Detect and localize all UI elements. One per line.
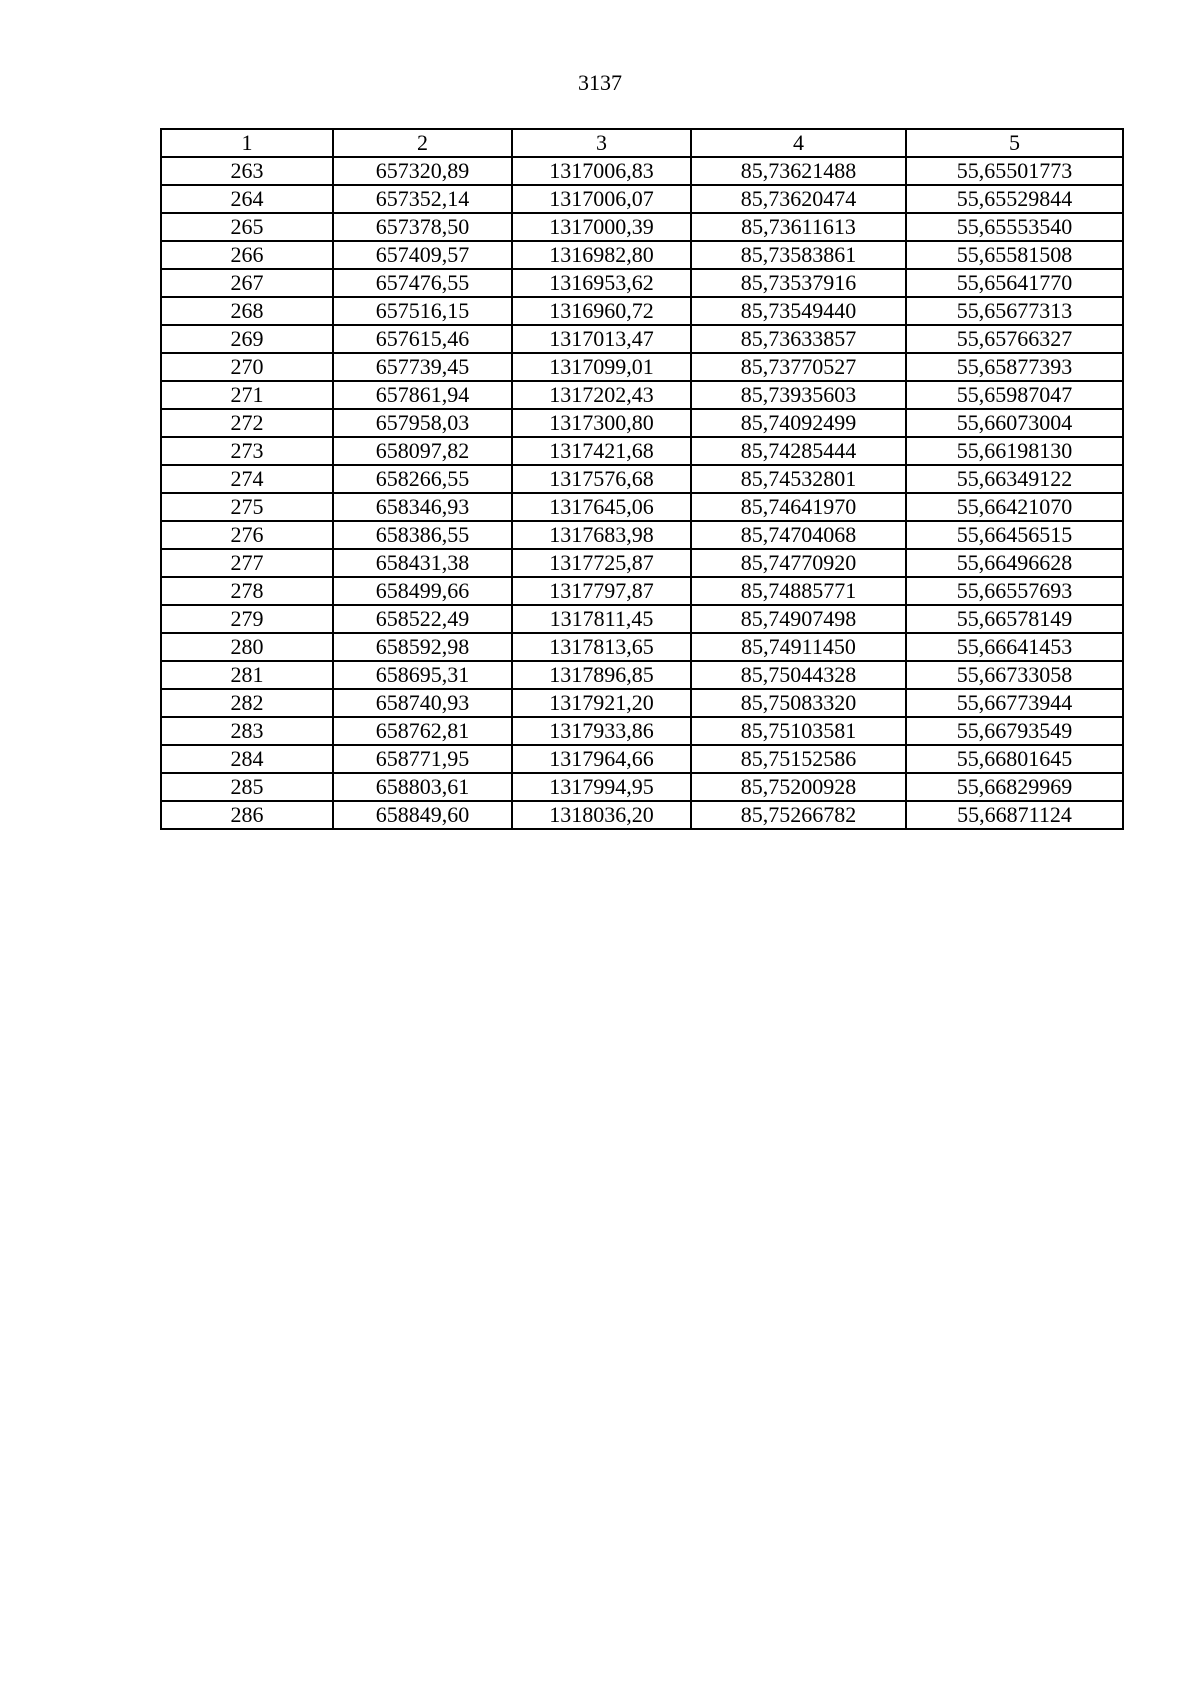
table-cell-col-3: 1318036,20	[512, 801, 691, 829]
table-row	[161, 465, 1123, 493]
table-cell-col-4: 85,73770527	[691, 353, 906, 381]
table-cell-col-2: 657352,14	[333, 185, 512, 213]
table-row	[161, 745, 1123, 773]
table-cell-col-5: 55,66198130	[906, 437, 1123, 465]
table-cell-col-1: 267	[161, 269, 333, 297]
table-cell-col-2: 657516,15	[333, 297, 512, 325]
table-cell-col-4: 85,74911450	[691, 633, 906, 661]
table-cell-col-3: 1317933,86	[512, 717, 691, 745]
table-cell-col-3: 1317964,66	[512, 745, 691, 773]
table-cell-col-3: 1317896,85	[512, 661, 691, 689]
table-cell-col-4: 85,73611613	[691, 213, 906, 241]
table-cell-col-4: 85,74770920	[691, 549, 906, 577]
table-cell-col-1: 285	[161, 773, 333, 801]
table-cell-col-1: 281	[161, 661, 333, 689]
table-cell-col-4: 85,75266782	[691, 801, 906, 829]
table-cell-col-1: 283	[161, 717, 333, 745]
table-cell-col-5: 55,65877393	[906, 353, 1123, 381]
table-cell-col-3: 1317921,20	[512, 689, 691, 717]
table-cell-col-3: 1317006,07	[512, 185, 691, 213]
table-cell-col-1: 270	[161, 353, 333, 381]
table-cell-col-1: 275	[161, 493, 333, 521]
table-cell-col-5: 55,65501773	[906, 157, 1123, 185]
table-cell-col-5: 55,66578149	[906, 605, 1123, 633]
table-cell-col-3: 1317576,68	[512, 465, 691, 493]
table-cell-col-4: 85,73549440	[691, 297, 906, 325]
table-cell-col-4: 85,75083320	[691, 689, 906, 717]
table-header	[161, 129, 1123, 157]
column-header-5: 5	[906, 129, 1123, 157]
table-cell-col-3: 1317811,45	[512, 605, 691, 633]
table-cell-col-1: 274	[161, 465, 333, 493]
table-cell-col-4: 85,75044328	[691, 661, 906, 689]
table-cell-col-5: 55,66557693	[906, 577, 1123, 605]
table-cell-col-4: 85,73935603	[691, 381, 906, 409]
column-header-4: 4	[691, 129, 906, 157]
table-body	[161, 157, 1123, 829]
table-row	[161, 633, 1123, 661]
table-cell-col-1: 279	[161, 605, 333, 633]
table-cell-col-4: 85,73633857	[691, 325, 906, 353]
table-cell-col-5: 55,65581508	[906, 241, 1123, 269]
table-cell-col-5: 55,66073004	[906, 409, 1123, 437]
table-row	[161, 185, 1123, 213]
table-cell-col-3: 1317421,68	[512, 437, 691, 465]
table-cell-col-3: 1317202,43	[512, 381, 691, 409]
table-cell-col-2: 658266,55	[333, 465, 512, 493]
table-cell-col-4: 85,74285444	[691, 437, 906, 465]
table-cell-col-5: 55,66456515	[906, 521, 1123, 549]
table-row	[161, 717, 1123, 745]
table-cell-col-2: 658386,55	[333, 521, 512, 549]
table-row	[161, 381, 1123, 409]
table-row	[161, 269, 1123, 297]
table-cell-col-5: 55,66641453	[906, 633, 1123, 661]
table-cell-col-3: 1317645,06	[512, 493, 691, 521]
table-cell-col-5: 55,66733058	[906, 661, 1123, 689]
table-cell-col-1: 271	[161, 381, 333, 409]
table-cell-col-5: 55,66496628	[906, 549, 1123, 577]
table-cell-col-5: 55,66801645	[906, 745, 1123, 773]
table-cell-col-5: 55,66773944	[906, 689, 1123, 717]
table-cell-col-2: 657958,03	[333, 409, 512, 437]
table-cell-col-2: 658431,38	[333, 549, 512, 577]
table-cell-col-5: 55,65641770	[906, 269, 1123, 297]
table-cell-col-1: 263	[161, 157, 333, 185]
table-cell-col-3: 1316953,62	[512, 269, 691, 297]
table-cell-col-4: 85,74704068	[691, 521, 906, 549]
table-cell-col-1: 278	[161, 577, 333, 605]
table-cell-col-2: 657861,94	[333, 381, 512, 409]
header-row	[161, 129, 1123, 157]
table-cell-col-2: 658771,95	[333, 745, 512, 773]
table-cell-col-4: 85,74885771	[691, 577, 906, 605]
table-cell-col-2: 658803,61	[333, 773, 512, 801]
table-cell-col-4: 85,74092499	[691, 409, 906, 437]
table-cell-col-4: 85,75103581	[691, 717, 906, 745]
table-cell-col-4: 85,74641970	[691, 493, 906, 521]
page-number: 3137	[578, 70, 622, 95]
table-cell-col-3: 1317813,65	[512, 633, 691, 661]
table-cell-col-1: 266	[161, 241, 333, 269]
column-header-2: 2	[333, 129, 512, 157]
table-cell-col-1: 277	[161, 549, 333, 577]
table-cell-col-4: 85,73620474	[691, 185, 906, 213]
table-row	[161, 213, 1123, 241]
table-cell-col-3: 1316960,72	[512, 297, 691, 325]
table-cell-col-1: 284	[161, 745, 333, 773]
table-row	[161, 577, 1123, 605]
table-row	[161, 325, 1123, 353]
table-cell-col-2: 658849,60	[333, 801, 512, 829]
table-cell-col-3: 1317013,47	[512, 325, 691, 353]
table-row	[161, 297, 1123, 325]
table-cell-col-4: 85,73621488	[691, 157, 906, 185]
table-cell-col-2: 657615,46	[333, 325, 512, 353]
table-row	[161, 493, 1123, 521]
table-cell-col-4: 85,74907498	[691, 605, 906, 633]
table-row	[161, 157, 1123, 185]
table-cell-col-4: 85,74532801	[691, 465, 906, 493]
table-cell-col-2: 658740,93	[333, 689, 512, 717]
table-cell-col-5: 55,65766327	[906, 325, 1123, 353]
table-cell-col-2: 657409,57	[333, 241, 512, 269]
table-cell-col-4: 85,75200928	[691, 773, 906, 801]
table-cell-col-1: 273	[161, 437, 333, 465]
table-cell-col-2: 658762,81	[333, 717, 512, 745]
table-cell-col-3: 1317099,01	[512, 353, 691, 381]
table-cell-col-5: 55,66871124	[906, 801, 1123, 829]
table-cell-col-3: 1317797,87	[512, 577, 691, 605]
table-cell-col-4: 85,75152586	[691, 745, 906, 773]
table-cell-col-2: 657320,89	[333, 157, 512, 185]
table-row	[161, 549, 1123, 577]
table-row	[161, 689, 1123, 717]
table-row	[161, 605, 1123, 633]
table-cell-col-5: 55,66829969	[906, 773, 1123, 801]
table-cell-col-4: 85,73537916	[691, 269, 906, 297]
table-row	[161, 241, 1123, 269]
table-cell-col-2: 658097,82	[333, 437, 512, 465]
table-cell-col-2: 657739,45	[333, 353, 512, 381]
column-header-1: 1	[161, 129, 333, 157]
table-cell-col-1: 282	[161, 689, 333, 717]
table-cell-col-5: 55,65529844	[906, 185, 1123, 213]
table-cell-col-3: 1317300,80	[512, 409, 691, 437]
table-row	[161, 353, 1123, 381]
table-cell-col-2: 658592,98	[333, 633, 512, 661]
table-cell-col-5: 55,65677313	[906, 297, 1123, 325]
column-header-3: 3	[512, 129, 691, 157]
table-row	[161, 801, 1123, 829]
table-cell-col-1: 276	[161, 521, 333, 549]
table-cell-col-1: 286	[161, 801, 333, 829]
table-cell-col-5: 55,66793549	[906, 717, 1123, 745]
table-cell-col-5: 55,66421070	[906, 493, 1123, 521]
table-cell-col-1: 269	[161, 325, 333, 353]
table-row	[161, 521, 1123, 549]
table-cell-col-3: 1317725,87	[512, 549, 691, 577]
table-cell-col-1: 264	[161, 185, 333, 213]
table-cell-col-3: 1317994,95	[512, 773, 691, 801]
table-cell-col-5: 55,65553540	[906, 213, 1123, 241]
coordinates-table	[160, 128, 1124, 830]
table-cell-col-3: 1317683,98	[512, 521, 691, 549]
table-cell-col-3: 1316982,80	[512, 241, 691, 269]
table-row	[161, 409, 1123, 437]
table-row	[161, 773, 1123, 801]
table-cell-col-2: 657378,50	[333, 213, 512, 241]
table-cell-col-3: 1317000,39	[512, 213, 691, 241]
table-cell-col-1: 280	[161, 633, 333, 661]
table-cell-col-2: 657476,55	[333, 269, 512, 297]
table-cell-col-1: 272	[161, 409, 333, 437]
table-cell-col-2: 658499,66	[333, 577, 512, 605]
table-cell-col-1: 268	[161, 297, 333, 325]
table-row	[161, 661, 1123, 689]
table-cell-col-1: 265	[161, 213, 333, 241]
table-cell-col-5: 55,66349122	[906, 465, 1123, 493]
table-cell-col-5: 55,65987047	[906, 381, 1123, 409]
table-cell-col-2: 658522,49	[333, 605, 512, 633]
table-cell-col-2: 658346,93	[333, 493, 512, 521]
table-row	[161, 437, 1123, 465]
table-cell-col-4: 85,73583861	[691, 241, 906, 269]
table-cell-col-3: 1317006,83	[512, 157, 691, 185]
table-cell-col-2: 658695,31	[333, 661, 512, 689]
